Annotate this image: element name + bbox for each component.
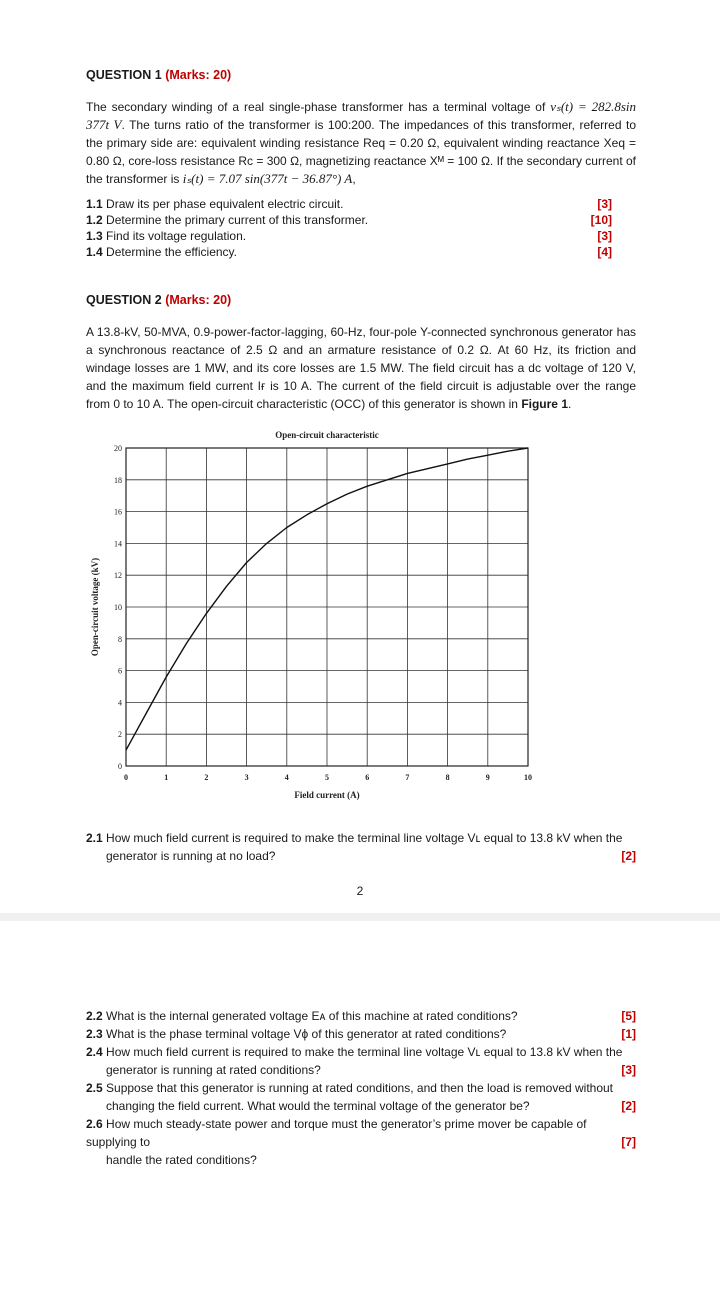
item-text: Find its voltage regulation. <box>106 229 247 243</box>
item-text-line1: How much steady-state power and torque must the generator’s prime mover be capable of supplying to <box>86 1117 587 1149</box>
q1-text-c: , <box>352 172 356 186</box>
page-separator <box>0 913 720 921</box>
item-marks: [7] <box>621 1135 636 1149</box>
item-text-line1: How much field current is required to make the terminal line voltage Vʟ equal to 13.8 kV when the <box>106 1045 623 1059</box>
q2-item <box>86 1007 636 1025</box>
item-marks: [10] <box>590 213 612 227</box>
item-text: Draw its per phase equivalent electric circuit. <box>106 197 344 211</box>
item-text-line2: changing the field current. What would the terminal voltage of the generator be? <box>106 1099 530 1113</box>
y-tick-label: 6 <box>118 666 122 676</box>
x-tick-label: 4 <box>284 773 289 782</box>
item-text-line2: generator is running at rated conditions? <box>106 1063 321 1077</box>
q1-text-a: The secondary winding of a real single-phase transformer has a terminal voltage of <box>86 100 546 114</box>
q1-current-equation: iₛ(t) = 7.07 sin(377t − 36.87°) A <box>182 171 353 186</box>
q2-item <box>86 1079 636 1115</box>
question-1-marks: (Marks: 20) <box>165 68 232 82</box>
occ-chart <box>80 420 550 805</box>
question-2-marks: (Marks: 20) <box>165 293 232 307</box>
item-number: 2.3 <box>86 1027 103 1041</box>
q2-text-end: . <box>568 397 572 411</box>
item-text: Determine the efficiency. <box>106 245 237 259</box>
x-tick-label: 0 <box>124 773 128 782</box>
q2-text: A 13.8-kV, 50-MVA, 0.9-power-factor-lagging, 60-Hz, four-pole Y-connected synchronous generator has a synchronous reactance of 2.5 Ω and an armature resistance of 0.2 Ω. At 60 Hz, its friction and windage losses are 1 MW, and its core losses are 1.5 MW. The field circuit has a dc voltage of 120 V, and the maximum field current Iғ is 10 A. The current of the field circuit is adjustable over the range from 0 to 10 A. The open-circuit characteristic (OCC) of this generator is shown in <box>86 325 636 411</box>
y-tick-label: 10 <box>114 603 122 612</box>
q2-item <box>86 1025 636 1043</box>
q1-item <box>86 196 636 212</box>
item-marks: [3] <box>621 1063 636 1077</box>
x-tick-label: 1 <box>164 773 169 782</box>
item-text-line1: Suppose that this generator is running at rated conditions, and then the load is removed without <box>106 1081 614 1095</box>
item-marks: [1] <box>621 1027 636 1041</box>
question-2-body <box>86 323 636 413</box>
y-tick-label: 4 <box>118 698 122 708</box>
item-number: 2.5 <box>86 1081 103 1095</box>
x-tick-label: 7 <box>405 773 410 782</box>
question-1-body <box>86 98 636 188</box>
item-number: 2.2 <box>86 1009 103 1023</box>
y-tick-label: 8 <box>118 634 122 644</box>
item-text-line1: What is the internal generated voltage Eᴀ of this machine at rated conditions? <box>106 1009 518 1023</box>
item-number: 1.4 <box>86 245 103 259</box>
question-1-heading <box>86 68 231 82</box>
x-tick-label: 6 <box>365 773 370 782</box>
figure-reference: Figure 1 <box>521 397 568 411</box>
item-text-line1: How much field current is required to make the terminal line voltage Vʟ equal to 13.8 kV when the <box>106 831 623 845</box>
item-marks: [2] <box>621 849 636 863</box>
x-tick-label: 3 <box>244 773 249 782</box>
item-number: 2.4 <box>86 1045 103 1059</box>
q2-item <box>86 1043 636 1079</box>
q1-item <box>86 244 636 260</box>
q2-item <box>86 829 636 865</box>
question-1-title: QUESTION 1 <box>86 68 162 82</box>
y-tick-label: 0 <box>118 762 122 771</box>
q1-item <box>86 212 636 228</box>
y-tick-label: 12 <box>114 571 122 581</box>
x-tick-label: 5 <box>325 773 329 782</box>
item-marks: [2] <box>621 1099 636 1113</box>
item-number: 1.1 <box>86 197 103 211</box>
q1-voltage-equation: vₛ(t) = 282.8sin 377t V <box>86 99 636 132</box>
y-tick-label: 14 <box>114 539 122 549</box>
y-tick-label: 2 <box>118 730 122 740</box>
y-axis-label: Open-circuit voltage (kV) <box>90 557 100 657</box>
y-tick-label: 18 <box>114 475 122 485</box>
page-2 <box>0 921 720 1305</box>
x-axis-label: Field current (A) <box>294 790 360 800</box>
q1-item <box>86 228 636 244</box>
question-2-title: QUESTION 2 <box>86 293 162 307</box>
item-marks: [3] <box>597 197 612 211</box>
x-tick-label: 2 <box>204 773 209 782</box>
x-tick-label: 8 <box>445 773 450 782</box>
q1-text-b: . The turns ratio of the transformer is 100:200. The impedances of this transformer, referred to the primary side are: equivalent winding resistance Req = 0.20 Ω, equivalent winding reactance Xeq = 0.80 Ω, core-loss resistance Rᴄ = 300 Ω, magnetizing reactance Xᴹ = 100 Ω. If the secondary current of the transformer is <box>86 118 636 186</box>
item-text: Determine the primary current of this transformer. <box>106 213 369 227</box>
item-marks: [3] <box>597 229 612 243</box>
item-text-line2: handle the rated conditions? <box>106 1153 257 1167</box>
item-number: 2.1 <box>86 831 103 845</box>
item-number: 2.6 <box>86 1117 103 1131</box>
y-tick-label: 20 <box>114 444 122 453</box>
x-tick-label: 9 <box>485 773 490 782</box>
y-tick-label: 16 <box>114 507 122 517</box>
chart-title: Open-circuit characteristic <box>275 430 379 440</box>
question-2-heading <box>86 293 231 307</box>
item-text-line1: What is the phase terminal voltage Vϕ of this generator at rated conditions? <box>106 1027 507 1041</box>
item-marks: [4] <box>597 245 612 259</box>
item-number: 1.3 <box>86 229 103 243</box>
item-text-line2: generator is running at no load? <box>106 849 276 863</box>
item-number: 1.2 <box>86 213 103 227</box>
x-tick-label: 10 <box>524 773 532 782</box>
item-marks: [5] <box>621 1009 636 1023</box>
q2-item <box>86 1115 636 1169</box>
page-number: 2 <box>356 884 364 898</box>
